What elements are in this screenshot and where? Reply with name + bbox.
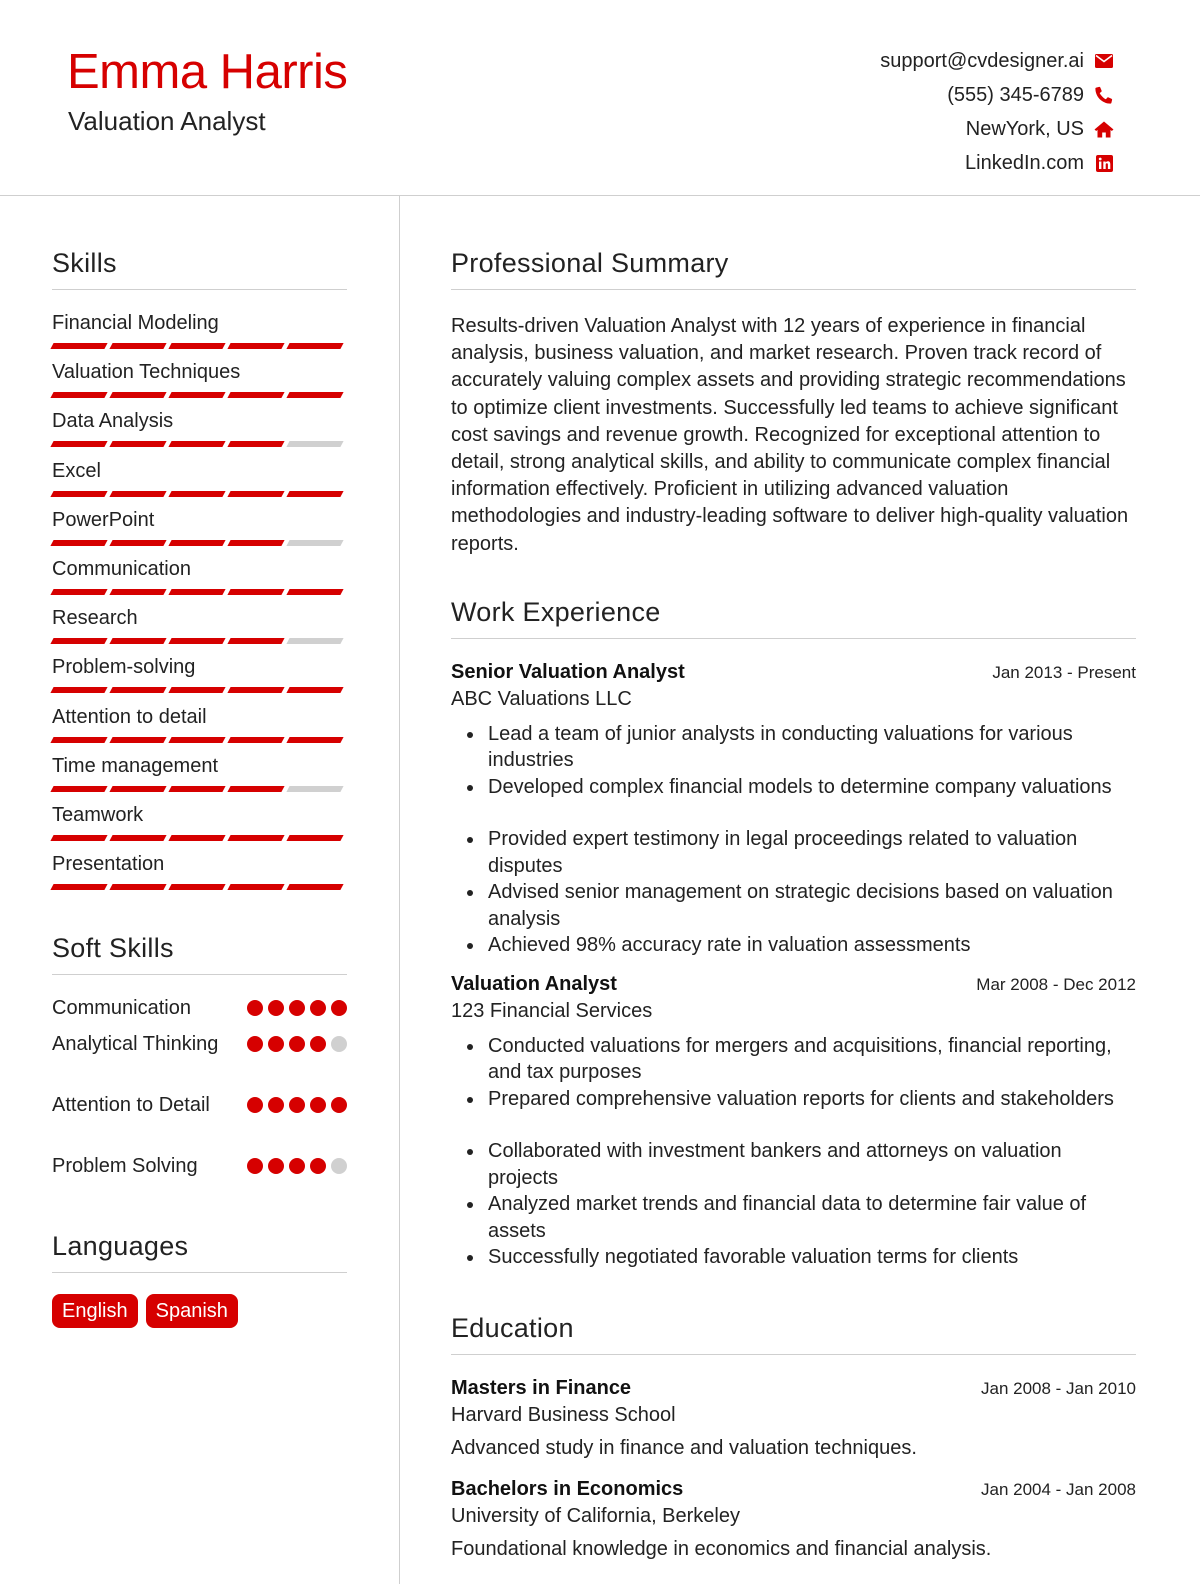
language-chip: English: [52, 1294, 138, 1328]
rating-dot: [289, 1097, 305, 1113]
education-description: Advanced study in finance and valuation techniques.: [451, 1436, 917, 1459]
job-bullet: Collaborated with investment bankers and attorneys on valuation projects: [451, 1138, 1136, 1191]
degree-title: Masters in Finance: [451, 1376, 632, 1399]
column-divider: [399, 196, 400, 1584]
envelope-icon: [1094, 51, 1114, 71]
skill-level-segment: [168, 687, 225, 693]
skill-level-segment: [168, 540, 225, 546]
skill-level-segment: [286, 786, 343, 792]
job-bullet: Analyzed market trends and financial data to determine fair value of assets: [451, 1191, 1136, 1244]
skill-level-segment: [168, 835, 225, 841]
rating-dot: [331, 1036, 347, 1052]
skill-level-segment: [286, 343, 343, 349]
contact-linkedin[interactable]: [880, 146, 1114, 180]
work-heading: Work Experience: [451, 597, 1136, 639]
skill-level-segment: [286, 638, 343, 644]
skill-level-segment: [109, 589, 166, 595]
skills-heading: Skills: [52, 248, 347, 290]
skill-name: Problem-solving: [52, 656, 196, 679]
job-title: Valuation Analyst: [451, 972, 617, 995]
skill-level-segment: [227, 835, 284, 841]
skill-name: PowerPoint: [52, 508, 155, 531]
contact-location: [880, 112, 1114, 146]
skill-item: [52, 557, 347, 606]
skill-level-bar: [52, 343, 347, 349]
right-column: [451, 196, 1136, 1561]
skill-level-segment: [227, 687, 284, 693]
skill-level-segment: [168, 392, 225, 398]
skill-level-segment: [109, 638, 166, 644]
skill-level-segment: [168, 884, 225, 890]
job-bullet: Prepared comprehensive valuation reports for clients and stakeholders: [451, 1086, 1136, 1113]
skill-level-bar: [52, 835, 347, 841]
skill-level-bar: [52, 687, 347, 693]
soft-skill-rating: [247, 1097, 347, 1113]
skill-name: Data Analysis: [52, 410, 174, 433]
job-bullet: Conducted valuations for mergers and acquisitions, financial reporting, and tax purposes: [451, 1033, 1136, 1086]
linkedin-icon: [1094, 153, 1114, 173]
skill-level-bar: [52, 589, 347, 595]
soft-skill-rating: [247, 1158, 347, 1174]
language-chip: Spanish: [146, 1294, 238, 1328]
rating-dot: [247, 1158, 263, 1174]
skill-name: Excel: [52, 459, 101, 482]
skill-level-segment: [286, 884, 343, 890]
job-company: ABC Valuations LLC: [451, 687, 632, 710]
education-heading: Education: [451, 1313, 1136, 1355]
skill-level-bar: [52, 737, 347, 743]
skill-level-bar: [52, 786, 347, 792]
skill-item: [52, 803, 347, 852]
rating-dot: [247, 1036, 263, 1052]
candidate-name: Emma Harris: [67, 45, 348, 99]
skill-item: [52, 409, 347, 458]
job-bullet: Achieved 98% accuracy rate in valuation assessments: [451, 932, 1136, 959]
soft-skill-item: [52, 995, 347, 1031]
skill-level-segment: [50, 589, 107, 595]
home-icon: [1094, 119, 1114, 139]
job-entry: [451, 661, 1136, 959]
skill-level-segment: [227, 884, 284, 890]
skill-name: Presentation: [52, 853, 165, 876]
skill-level-bar: [52, 638, 347, 644]
skill-level-segment: [109, 786, 166, 792]
skill-level-segment: [168, 589, 225, 595]
skill-level-bar: [52, 491, 347, 497]
skill-level-segment: [168, 491, 225, 497]
skill-name: Valuation Techniques: [52, 361, 241, 384]
skill-list: [52, 311, 347, 901]
skill-item: [52, 705, 347, 754]
school-name: Harvard Business School: [451, 1403, 676, 1426]
job-bullets: [451, 721, 1136, 959]
skill-level-segment: [286, 737, 343, 743]
job-bullet: Advised senior management on strategic decisions based on valuation analysis: [451, 879, 1136, 932]
skill-level-segment: [50, 638, 107, 644]
resume-header: [0, 0, 1200, 196]
skill-item: [52, 311, 347, 360]
skill-level-segment: [227, 638, 284, 644]
rating-dot: [289, 1036, 305, 1052]
skill-level-segment: [109, 835, 166, 841]
skill-level-segment: [50, 343, 107, 349]
skill-level-segment: [227, 737, 284, 743]
skill-name: Teamwork: [52, 803, 144, 826]
skill-level-segment: [227, 441, 284, 447]
skill-level-segment: [109, 540, 166, 546]
candidate-role: Valuation Analyst: [68, 106, 266, 136]
soft-skill-list: [52, 995, 347, 1193]
contact-email[interactable]: [880, 44, 1114, 78]
skill-level-bar: [52, 540, 347, 546]
rating-dot: [268, 1036, 284, 1052]
rating-dot: [247, 1000, 263, 1016]
rating-dot: [268, 1158, 284, 1174]
rating-dot: [310, 1158, 326, 1174]
skill-level-segment: [227, 392, 284, 398]
education-description: Foundational knowledge in economics and financial analysis.: [451, 1537, 992, 1560]
soft-skill-name: Problem Solving: [52, 1155, 198, 1178]
contact-phone[interactable]: [880, 78, 1114, 112]
skill-level-segment: [286, 687, 343, 693]
rating-dot: [268, 1097, 284, 1113]
rating-dot: [247, 1097, 263, 1113]
degree-title: Bachelors in Economics: [451, 1477, 684, 1500]
skill-name: Financial Modeling: [52, 312, 219, 334]
skill-level-segment: [227, 540, 284, 546]
skill-level-bar: [52, 884, 347, 890]
soft-skill-name: Communication: [52, 997, 191, 1020]
job-company: 123 Financial Services: [451, 999, 653, 1022]
rating-dot: [331, 1097, 347, 1113]
soft-skill-item: [52, 1031, 347, 1092]
skill-item: [52, 754, 347, 803]
rating-dot: [331, 1000, 347, 1016]
skill-name: Research: [52, 607, 138, 630]
skill-level-segment: [168, 441, 225, 447]
job-bullet: Provided expert testimony in legal proceedings related to valuation disputes: [451, 826, 1136, 879]
skill-level-bar: [52, 441, 347, 447]
language-list: [52, 1294, 347, 1328]
education-entry: [451, 1377, 1136, 1460]
skill-level-segment: [109, 491, 166, 497]
skill-level-segment: [168, 786, 225, 792]
job-title: Senior Valuation Analyst: [451, 660, 685, 683]
skill-level-segment: [227, 786, 284, 792]
summary-text: Results-driven Valuation Analyst with 12 years of experience in financial analysis, business valuation, and market research. Proven track record of accurately valuing complex assets and providing strategic recommendations to optimize client investments. Successfully led teams to achieve significant cost savings and revenue growth. Recognized for exceptional attention to detail, strong analytical skills, and ability to communicate complex financial information effectively. Proficient in utilizing advanced valuation methodologies and industry-leading software to deliver high-quality valuation reports.: [451, 315, 1129, 555]
skill-item: [52, 606, 347, 655]
soft-skill-rating: [247, 1036, 347, 1052]
skill-level-segment: [227, 343, 284, 349]
skill-item: [52, 360, 347, 409]
job-entry: [451, 973, 1136, 1271]
rating-dot: [310, 1097, 326, 1113]
contact-location-text: NewYork, US: [965, 117, 1084, 140]
skill-level-segment: [286, 589, 343, 595]
skill-level-segment: [50, 835, 107, 841]
rating-dot: [310, 1036, 326, 1052]
skill-level-segment: [50, 786, 107, 792]
job-bullet: Developed complex financial models to determine company valuations: [451, 774, 1136, 801]
skill-level-segment: [168, 737, 225, 743]
soft-skill-name: Analytical Thinking: [52, 1033, 219, 1056]
skill-item: [52, 508, 347, 557]
skill-level-segment: [109, 441, 166, 447]
skill-level-segment: [109, 343, 166, 349]
education-dates: Jan 2008 - Jan 2010: [980, 1378, 1136, 1398]
skill-level-segment: [168, 343, 225, 349]
skill-level-segment: [286, 491, 343, 497]
skill-level-segment: [227, 491, 284, 497]
contact-phone-text: (555) 345-6789: [947, 83, 1084, 106]
skill-level-segment: [50, 540, 107, 546]
soft-skills-heading: Soft Skills: [52, 933, 347, 975]
skill-item: [52, 459, 347, 508]
job-bullet: Lead a team of junior analysts in conducting valuations for various industries: [451, 721, 1136, 774]
skill-level-segment: [50, 687, 107, 693]
skill-level-bar: [52, 392, 347, 398]
skill-level-segment: [50, 441, 107, 447]
phone-icon: [1094, 85, 1114, 105]
skill-level-segment: [109, 687, 166, 693]
contact-list: [880, 44, 1114, 180]
summary-heading: Professional Summary: [451, 248, 1136, 290]
job-dates: Mar 2008 - Dec 2012: [976, 974, 1136, 994]
rating-dot: [289, 1158, 305, 1174]
skill-name: Communication: [52, 557, 191, 580]
job-dates: Jan 2013 - Present: [992, 662, 1136, 682]
soft-skill-item: [52, 1153, 347, 1193]
education-entry: [451, 1478, 1136, 1561]
soft-skill-rating: [247, 1000, 347, 1016]
left-column: [52, 196, 347, 1328]
soft-skill-item: [52, 1092, 347, 1153]
skill-level-segment: [286, 540, 343, 546]
skill-level-segment: [50, 737, 107, 743]
contact-email-text: support@cvdesigner.ai: [880, 49, 1084, 72]
school-name: University of California, Berkeley: [451, 1504, 740, 1527]
skill-level-segment: [286, 441, 343, 447]
job-bullets: [451, 1033, 1136, 1271]
rating-dot: [268, 1000, 284, 1016]
rating-dot: [289, 1000, 305, 1016]
education-dates: Jan 2004 - Jan 2008: [980, 1479, 1136, 1499]
skill-name: Attention to detail: [52, 705, 207, 728]
skill-level-segment: [109, 884, 166, 890]
skill-level-segment: [50, 491, 107, 497]
contact-linkedin-text: LinkedIn.com: [965, 151, 1084, 174]
soft-skill-name: Attention to Detail: [52, 1094, 210, 1117]
skill-level-segment: [286, 392, 343, 398]
skill-item: [52, 852, 347, 901]
job-bullet: Successfully negotiated favorable valuation terms for clients: [451, 1244, 1136, 1271]
skill-level-segment: [50, 392, 107, 398]
skill-item: [52, 655, 347, 704]
rating-dot: [331, 1158, 347, 1174]
languages-heading: Languages: [52, 1231, 347, 1273]
skill-level-segment: [286, 835, 343, 841]
skill-level-segment: [109, 392, 166, 398]
skill-name: Time management: [52, 754, 218, 777]
skill-level-segment: [50, 884, 107, 890]
skill-level-segment: [168, 638, 225, 644]
rating-dot: [310, 1000, 326, 1016]
skill-level-segment: [109, 737, 166, 743]
skill-level-segment: [227, 589, 284, 595]
